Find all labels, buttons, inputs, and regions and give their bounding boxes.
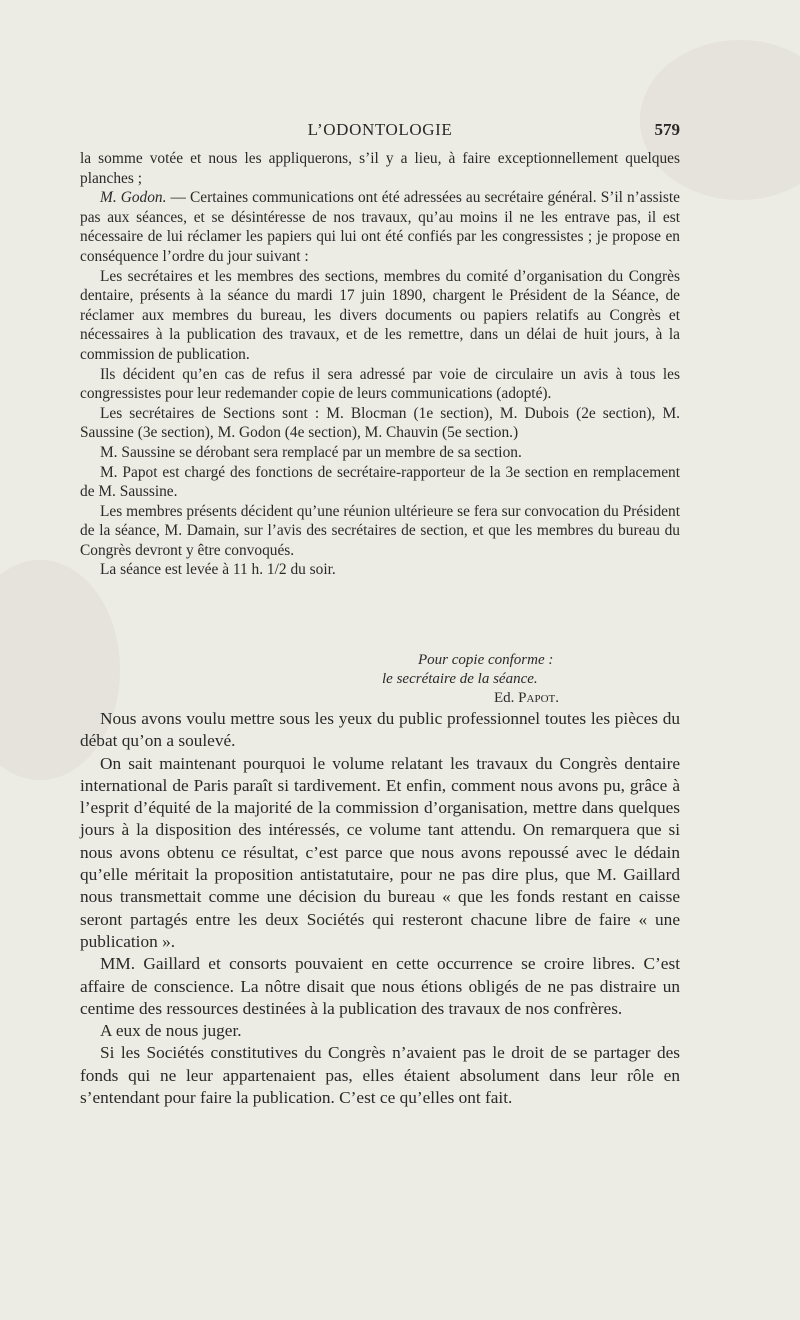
- minutes-paragraph: Les secrétaires et les membres des sections, membres du comité d’organisation du Congrès dentaire, présents à la séance du mardi 17 juin 1890, chargent le Président de la Séance, de réclamer aux membres du bureau, les divers documents ou papiers relatifs au Congrès et nécessaires à la publication des travaux, et de les remettre, dans un délai de huit jours, à la commission de publication.: [80, 267, 680, 363]
- signature-line: Pour copie conforme :: [418, 652, 554, 668]
- speaker-name: M. Godon.: [100, 189, 167, 207]
- journal-title: L’ODONTOLOGIE: [307, 120, 453, 139]
- minutes-paragraph: M. Godon. — Certaines communications ont été adressées au secrétaire général. S’il n’assiste pas aux séances, et se désintéresse de nos travaux, qu’au moins il ne les entrave pas, il est nécessaire de lui réclamer les papiers qui lui ont été confiés par les congressistes ; je propose en conséquence l’ordre du jour suivant :: [80, 189, 680, 265]
- signature-role: le secrétaire de la séance.: [382, 671, 538, 687]
- body-paragraph: On sait maintenant pourquoi le volume relatant les travaux du Congrès dentaire international de Paris paraît si tardivement. Et enfin, comment nous avons pu, grâce à l’esprit d’équité de la majorité de la commission d’organisation, mettre dans quelques jours à la disposition des intéressés, ce volume tant attendu. On remarquera que si nous avons obtenu ce résultat, c’est parce que nous avons repoussé avec le dédain qu’elle méritait la proposition antistatutaire, pour ne pas dire plus, que M. Gaillard nous transmettait comme une décision du bureau « que les fonds restant en caisse seront partagés entre les deux Sociétés qui resteront chacune libre de faire « une publication ».: [80, 753, 680, 951]
- minutes-paragraph: Les secrétaires de Sections sont : M. Blocman (1e section), M. Dubois (2e section), M. Saussine (3e section), M. Godon (4e section), M. Chauvin (5e section.): [80, 404, 680, 442]
- minutes-paragraph: M. Saussine se dérobant sera remplacé par un membre de sa section.: [100, 443, 522, 461]
- minutes-paragraph: la somme votée et nous les appliquerons, s’il y a lieu, à faire exceptionnellement quelques planches ;: [80, 150, 680, 187]
- body-paragraph: Nous avons voulu mettre sous les yeux du public professionnel toutes les pièces du débat qu’on a soulevé.: [80, 709, 680, 751]
- body-paragraph: A eux de nous juger.: [100, 1021, 242, 1041]
- editorial-text: [80, 708, 680, 1109]
- body-paragraph: MM. Gaillard et consorts pouvaient en cette occurrence se croire libres. C’est affaire de conscience. La nôtre disait que nous étions obligés de ne pas distraire un centime des ressources destinées à la publication des travaux de nos confrères.: [80, 954, 680, 1018]
- page-number: 579: [654, 120, 680, 139]
- meeting-minutes: [80, 149, 680, 580]
- minutes-paragraph: Ils décident qu’en cas de refus il sera adressé par voie de circulaire un avis à tous les congressistes pour leur redemander copie de leurs communications (adopté).: [80, 365, 680, 403]
- minutes-paragraph: Les membres présents décident qu’une réunion ultérieure se fera sur convocation du Président de la séance, M. Damain, sur l’avis des secrétaires de section, et que les membres du bureau du Congrès devront y être convoqués.: [80, 502, 680, 559]
- running-head: [80, 120, 680, 142]
- body-paragraph: Si les Sociétés constitutives du Congrès n’avaient pas le droit de se partager des fonds qui ne leur appartenaient pas, elles étaient absolument dans leur rôle en s’entendant pour faire la publication. C’est ce qu’elles ont fait.: [80, 1043, 680, 1108]
- minutes-paragraph: La séance est levée à 11 h. 1/2 du soir.: [100, 561, 336, 579]
- minutes-paragraph: M. Papot est chargé des fonctions de secrétaire-rapporteur de la 3e section en remplacement de M. Saussine.: [80, 463, 680, 501]
- signature-name: Ed. Papot.: [494, 690, 559, 706]
- signature-block: [80, 651, 680, 708]
